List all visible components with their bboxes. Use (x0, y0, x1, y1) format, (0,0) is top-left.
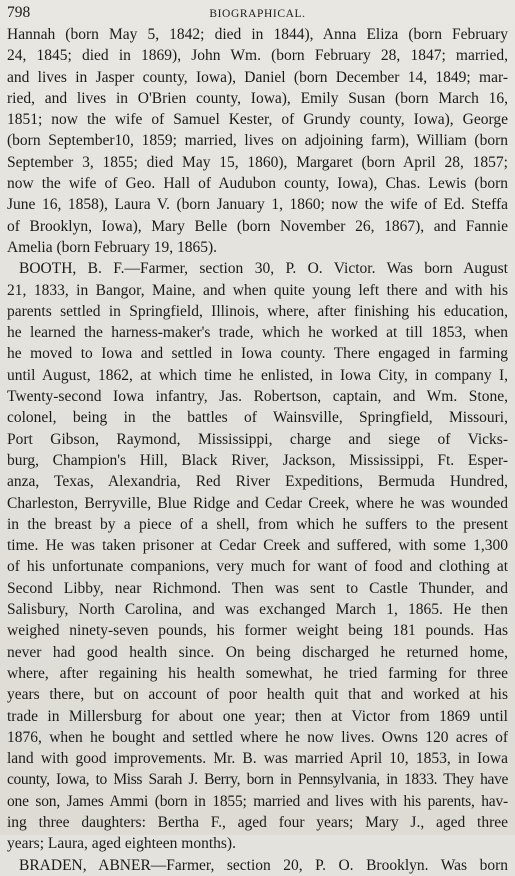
text-line: Port Gibson, Raymond, Mississippi, charge and siege of Vicks- (7, 430, 508, 448)
text-line: weighed ninety-seven pounds, his former weight being 181 pounds. Has (7, 622, 508, 640)
text-line: land with good improvements. Mr. B. was married April 10, 1853, in Iowa (7, 750, 508, 768)
section-title: BIOGRAPHICAL. (209, 8, 306, 20)
text-line: where, after regaining his health somewhat, he tried farming for three (7, 664, 508, 682)
text-line: Amelia (born February 19, 1865). (7, 238, 218, 256)
text-line: parents settled in Springfield, Illinois, where, after finishing his education, (7, 302, 508, 320)
text-line: September 3, 1855; died May 15, 1860), Margaret (born April 28, 1857; (7, 153, 508, 171)
text-line: burg, Champion's Hill, Black River, Jackson, Mississippi, Ft. Esper- (7, 451, 508, 469)
text-line: years; Laura, aged eighteen months). (7, 835, 236, 853)
text-line: Salisbury, North Carolina, and was exchanged March 1, 1865. He then (7, 601, 508, 619)
text-line: ing three daughters: Bertha F., aged four years; Mary J., aged three (7, 813, 508, 831)
running-head (7, 2, 508, 24)
text-line: Twenty-second Iowa infantry, Jas. Robertson, captain, and Wm. Stone, (7, 388, 508, 406)
text-line: Hannah (born May 5, 1842; died in 1844), Anna Eliza (born February (7, 26, 508, 43)
text-line: colonel, being in the battles of Wainsville, Springfield, Missouri, (7, 409, 508, 427)
entry-start-line: BOOTH, B. F.—Farmer, section 30, P. O. Victor. Was born August (19, 260, 508, 278)
text-line: trade in Millersburg for about one year; then at Victor from 1869 until (7, 707, 508, 725)
text-line: and lives in Jasper county, Iowa), Daniel (born December 14, 1849; mar- (7, 68, 508, 86)
text-line: county, Iowa, to Miss Sarah J. Berry, born in Pennsylvania, in 1833. They have (7, 771, 508, 789)
body-text (7, 24, 508, 876)
text-line: time. He was taken prisoner at Cedar Creek and suffered, with some 1,300 (7, 537, 508, 555)
page-number: 798 (7, 4, 31, 21)
text-line: 1876, when he bought and settled where he now lives. Owns 120 acres of (7, 728, 508, 746)
entry-start-line: BRADEN, ABNER—Farmer, section 20, P. O. Brooklyn. Was born (19, 856, 508, 874)
text-line: of Brooklyn, Iowa), Mary Belle (born November 26, 1867), and Fannie (7, 217, 508, 235)
text-line: one son, James Ammi (born in 1855; married and lives with his parents, hav- (7, 792, 508, 810)
text-line: 1851; now the wife of Samuel Kester, of Grundy county, Iowa), George (7, 111, 508, 129)
text-line: never had good health since. On being discharged he returned home, (7, 643, 508, 661)
text-line: 21, 1833, in Bangor, Maine, and when quite young left there and with his (7, 281, 508, 299)
text-line: ried, and lives in O'Brien county, Iowa), Emily Susan (born March 16, (7, 89, 508, 107)
text-line: years there, but on account of poor health quit that and worked at his (7, 686, 508, 704)
text-line: he moved to Iowa and settled in Iowa county. There engaged in farming (7, 345, 508, 363)
text-line: 24, 1845; died in 1869), John Wm. (born February 28, 1847; married, (7, 47, 508, 65)
text-line: anza, Texas, Alexandria, Red River Expeditions, Bermuda Hundred, (7, 473, 508, 491)
text-line: in the breast by a piece of a shell, from which he suffers to the present (7, 515, 508, 533)
text-line: (born September10, 1859; married, lives on adjoining farm), William (born (7, 132, 508, 150)
text-line: Second Libby, near Richmond. Then was sent to Castle Thunder, and (7, 579, 508, 597)
text-line: until August, 1862, at which time he enlisted, in Iowa City, in company I, (7, 366, 508, 384)
text-line: he learned the harness-maker's trade, which he worked at till 1853, when (7, 324, 508, 342)
text-line: of his unfortunate companions, very much for want of food and clothing at (7, 558, 508, 576)
text-line: Charleston, Berryville, Blue Ridge and Cedar Creek, where he was wounded (7, 494, 508, 512)
text-line: now the wife of Geo. Hall of Audubon county, Iowa), Chas. Lewis (born (7, 175, 508, 193)
text-line: June 16, 1858), Laura V. (born January 1, 1860; now the wife of Ed. Steffa (7, 196, 508, 214)
